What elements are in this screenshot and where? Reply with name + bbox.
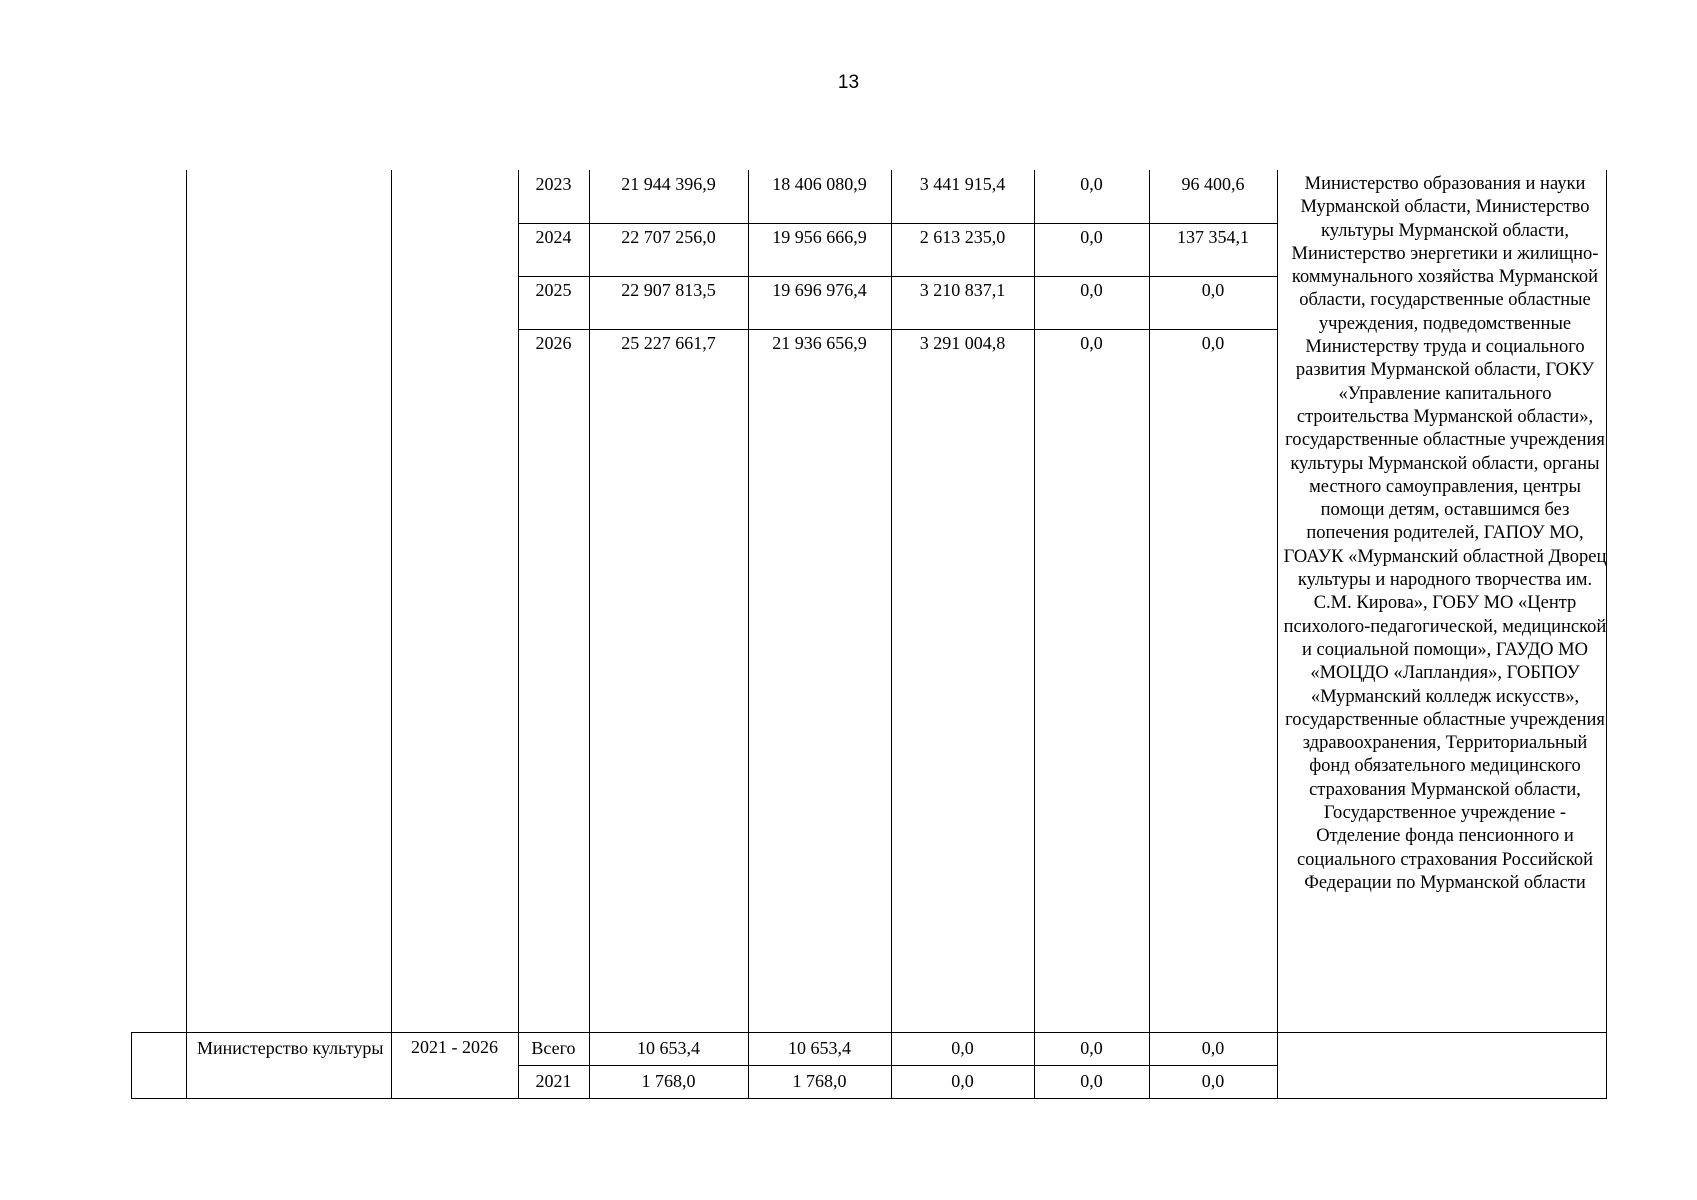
program-name-cell: Министерство культуры — [197, 1038, 384, 1058]
total-cell: 25 227 661,7 — [621, 333, 716, 353]
value-cell: 19 696 976,4 — [772, 280, 867, 300]
value-cell: 2 613 235,0 — [919, 227, 1006, 247]
value-cell: 0,0 — [951, 1071, 974, 1091]
value-cell: 0,0 — [951, 1038, 974, 1058]
total-cell: 10 653,4 — [637, 1038, 700, 1058]
value-cell: 96 400,6 — [1181, 174, 1245, 194]
value-cell: 3 441 915,4 — [919, 174, 1006, 194]
value-cell: 0,0 — [1080, 333, 1103, 353]
table-line — [1149, 170, 1150, 1099]
table-line — [391, 170, 392, 1099]
value-cell: 18 406 080,9 — [772, 174, 867, 194]
value-cell: 1 768,0 — [792, 1071, 847, 1091]
year-cell: Всего — [531, 1038, 576, 1058]
value-cell: 0,0 — [1080, 280, 1103, 300]
total-cell: 21 944 396,9 — [621, 174, 716, 194]
table-line — [518, 329, 1277, 330]
table-line — [589, 170, 590, 1099]
table-line — [1277, 170, 1278, 1099]
value-cell: 137 354,1 — [1177, 227, 1249, 247]
total-cell: 1 768,0 — [641, 1071, 696, 1091]
value-cell: 0,0 — [1201, 1038, 1225, 1058]
year-cell: 2021 — [535, 1071, 572, 1091]
table-line — [518, 170, 519, 1099]
table-line — [1034, 170, 1035, 1099]
year-cell: 2023 — [535, 174, 572, 194]
value-cell: 19 956 666,9 — [772, 227, 867, 247]
value-cell: 0,0 — [1080, 174, 1103, 194]
value-cell: 0,0 — [1080, 1071, 1103, 1091]
table-line — [131, 1098, 1607, 1099]
table-line — [518, 1065, 1277, 1066]
table-line — [131, 1032, 1607, 1033]
value-cell: 3 210 837,1 — [919, 280, 1006, 300]
year-cell: 2024 — [535, 227, 572, 247]
value-cell: 21 936 656,9 — [772, 333, 867, 353]
value-cell: 0,0 — [1201, 1071, 1225, 1091]
table-line — [186, 170, 187, 1099]
table-line — [518, 223, 1277, 224]
page-number: 13 — [837, 72, 860, 93]
total-cell: 22 907 813,5 — [621, 280, 716, 300]
year-cell: 2026 — [535, 333, 572, 353]
value-cell: 3 291 004,8 — [919, 333, 1006, 353]
year-cell: 2025 — [535, 280, 572, 300]
value-cell: 10 653,4 — [788, 1038, 851, 1058]
value-cell: 0,0 — [1201, 280, 1225, 300]
table-line — [748, 170, 749, 1099]
total-cell: 22 707 256,0 — [621, 227, 716, 247]
table-line — [891, 170, 892, 1099]
table-line — [131, 1033, 132, 1099]
value-cell: 0,0 — [1080, 227, 1103, 247]
table-line — [518, 276, 1277, 277]
value-cell: 0,0 — [1080, 1038, 1103, 1058]
executors-cell: Министерство образования и науки Мурманской области, Министерство культуры Мурманской области, Министерство энергетики и жилищно-коммунального хозяйства Мурманской области, государственные областные учреждения, подведомственные Министерству труда и социального развития Мурманской области, ГОКУ «Управление капитального строительства Мурманской области», государственные областные учреждения культуры Мурманской области, органы местного самоуправления, центры помощи детям, оставшимся без попечения родителей, ГАПОУ МО, ГОАУК «Мурманский областной Дворец культуры и народного творчества им. С.М. Кирова», ГОБУ МО «Центр психолого-педагогической, медицинской и социальной помощи», ГАУДО МО «МОЦДО «Лапландия», ГОБПОУ «Мурманский колледж искусств», государственные областные учреждения здравоохранения, Территориальный фонд обязательного медицинского страхования Мурманской области, Государственное учреждение - Отделение фонда пенсионного и социального страхования Российской Федерации по Мурманской области — [1283, 174, 1607, 893]
period-cell: 2021 - 2026 — [411, 1037, 498, 1057]
value-cell: 0,0 — [1201, 333, 1225, 353]
